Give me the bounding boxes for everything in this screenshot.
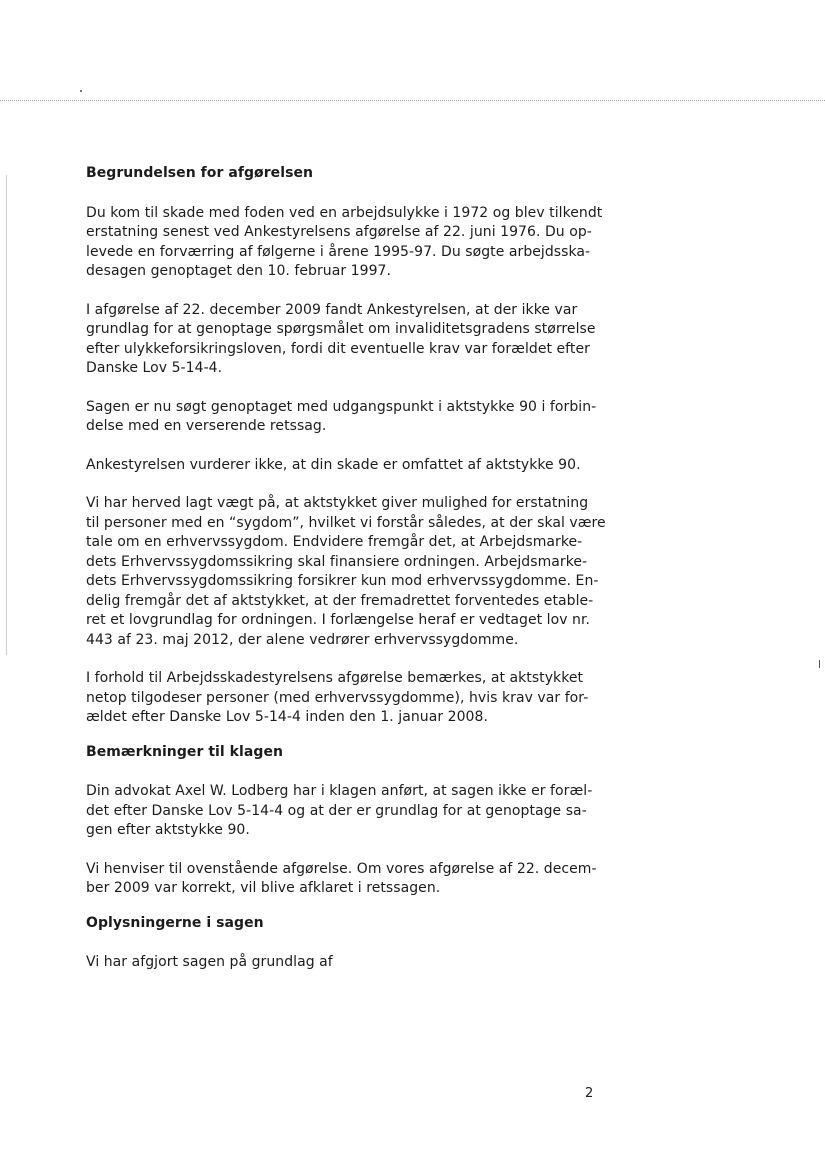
text-line: ældet efter Danske Lov 5-14-4 inden den 1. januar 2008. [86,709,488,725]
paragraph [86,204,626,282]
text-line: Vi har afgjort sagen på grundlag af [86,954,333,970]
text-line: desagen genoptaget den 10. februar 1997. [86,263,391,279]
text-line: levede en forværring af følgerne i årene 1995-97. Du søgte arbejdsska- [86,243,591,260]
scan-artifact-dotted-line [0,100,825,101]
text-line: Danske Lov 5-14-4. [86,360,223,376]
paragraph [86,669,626,728]
text-line: ber 2009 var korrekt, vil blive afklaret i retssagen. [86,880,441,896]
text-line: Ankestyrelsen vurderer ikke, at din skade er omfattet af aktstykke 90. [86,456,581,473]
text-line: efter ulykkeforsikringsloven, fordi dit eventuelle krav var forældet efter [86,340,590,357]
text-line: I forhold til Arbejdsskadestyrelsens afgørelse bemærkes, at aktstykket [86,670,584,686]
paragraph [86,398,626,437]
paragraph [86,953,626,973]
paragraph [86,301,626,379]
text-line: det efter Danske Lov 5-14-4 og at der er grundlag for at genoptage sa- [86,802,587,819]
text-line: tale om en erhvervssygdom. Endvidere fremgår det, at Arbejdsmarke- [86,534,583,550]
text-line: 443 af 23. maj 2012, der alene vedrører erhvervssygdomme. [86,631,519,648]
text-line: delse med en verserende retssag. [86,418,327,434]
scan-artifact-right-mark [819,660,825,668]
paragraph [86,860,626,899]
text-line: Du kom til skade med foden ved en arbejdsulykke i 1972 og blev tilkendt [86,204,603,221]
text-line: dets Erhvervssygdomssikring forsikrer kun mod erhvervssygdomme. En- [86,573,599,589]
text-line: delig fremgår det af aktstykket, at der fremadrettet forventedes etable- [86,592,594,609]
document-body [86,164,626,973]
text-line: grundlag for at genoptage spørgsmålet om invaliditetsgradens størrelse [86,321,596,337]
text-line: erstatning senest ved Ankestyrelsens afgørelse af 22. juni 1976. Du op- [86,224,592,240]
section-heading: Bemærkninger til klagen [86,743,284,760]
page-number: 2 [585,1086,594,1101]
text-line: Vi henviser til ovenstående afgørelse. Om vores afgørelse af 22. decem- [86,860,597,877]
text-line: netop tilgodeser personer (med erhvervssygdomme), hvis krav var for- [86,689,589,706]
text-line: Din advokat Axel W. Lodberg har i klagen anført, at sagen ikke er foræl- [86,783,593,799]
text-line: Sagen er nu søgt genoptaget med udgangspunkt i aktstykke 90 i forbin- [86,398,597,415]
text-line: ret et lovgrundlag for ordningen. I forlængelse heraf er vedtaget lov nr. [86,612,590,628]
text-line: til personer med en “sygdom”, hvilket vi forstår således, at der skal være [86,514,606,531]
text-line: dets Erhvervssygdomssikring skal finansiere ordningen. Arbejdsmarke- [86,553,588,570]
paragraph [86,456,626,476]
paragraph [86,494,626,650]
paragraph [86,782,626,841]
text-line: I afgørelse af 22. december 2009 fandt Ankestyrelsen, at der ikke var [86,301,578,318]
text-line: gen efter aktstykke 90. [86,822,250,838]
scan-artifact-left-edge [6,175,7,655]
text-line: Vi har herved lagt vægt på, at aktstykket giver mulighed for erstatning [86,495,589,511]
section-heading: Oplysningerne i sagen [86,914,264,931]
section-heading: Begrundelsen for afgørelsen [86,165,314,181]
scan-artifact-dot [80,90,82,92]
